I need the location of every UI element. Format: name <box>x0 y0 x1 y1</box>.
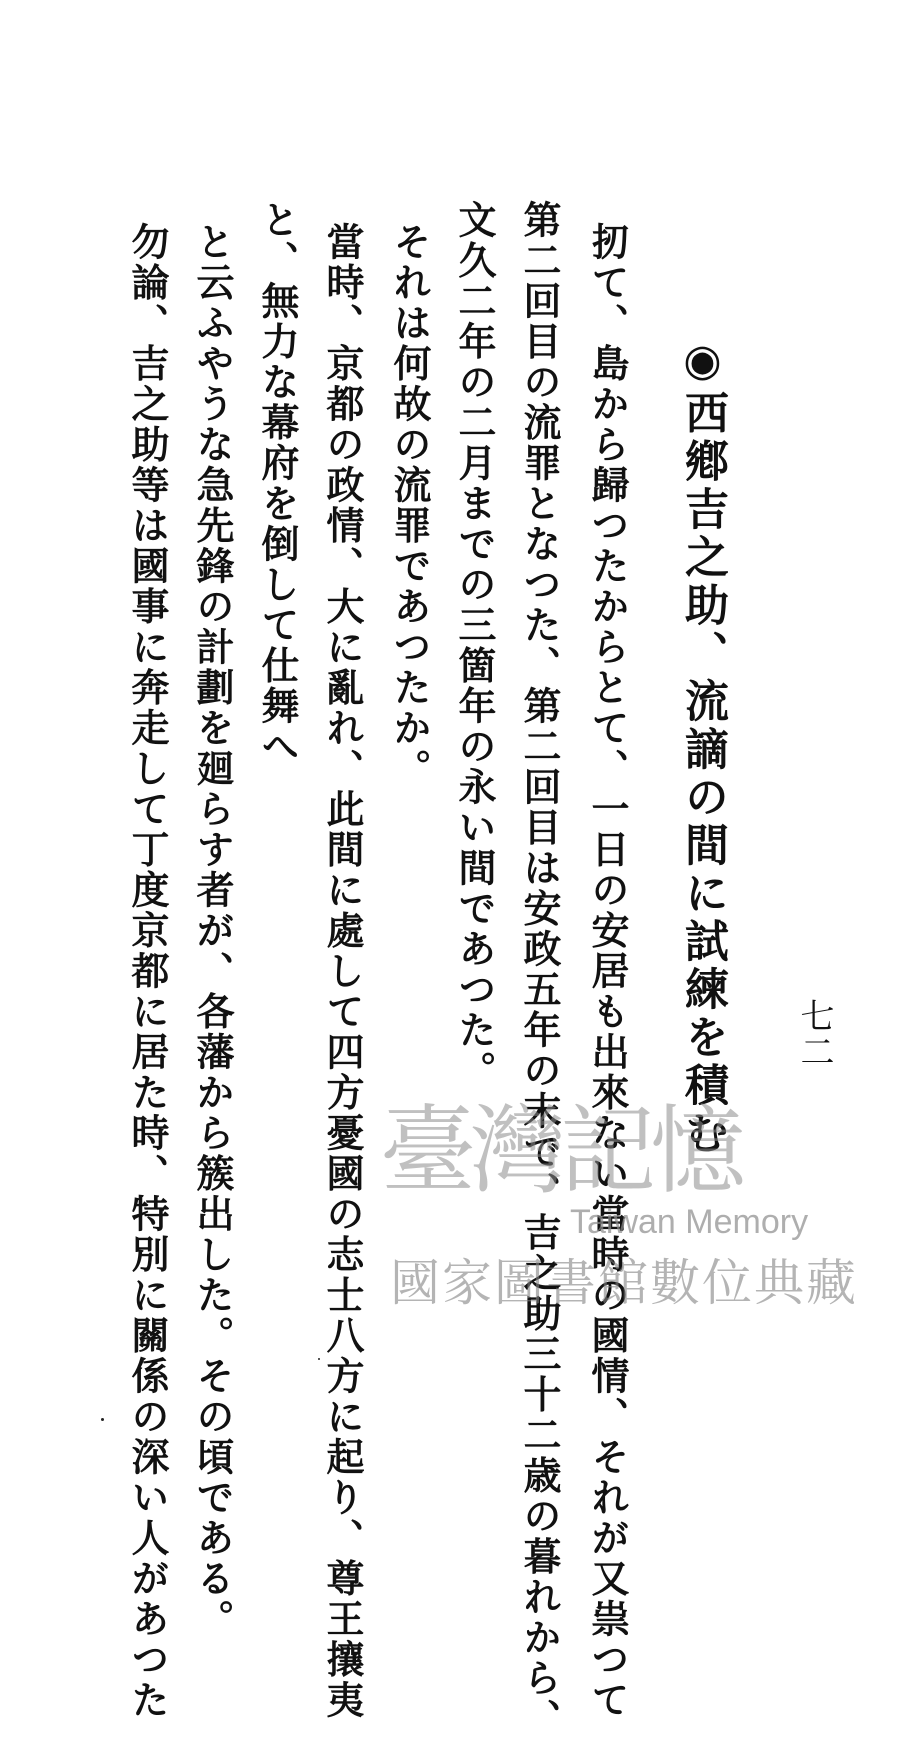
scan-speck <box>318 1358 320 1360</box>
watermark-logo: 臺灣記憶 <box>380 1095 740 1207</box>
page-number: 七二 <box>794 998 834 1070</box>
text-column-8: 勿論、吉之助等は國事に奔走して丁度京都に居た時、特別に關係の深い人があつた <box>125 222 170 1721</box>
watermark-english: Taiwan Memory <box>570 1203 809 1241</box>
text-column-2: 第二回目の流罪となつた、第二回目は安政五年の末で、吉之助三十二歳の暮れから、 <box>517 200 562 1739</box>
text-column-7: と云ふやうな急先鋒の計劃を廻らす者が、各藩から簇出した。その頃である。 <box>190 222 235 1640</box>
text-column-6: と、無力な幕府を倒して仕舞へ <box>255 200 300 767</box>
watermark-organization: 國家圖書館數位典藏 <box>390 1254 858 1312</box>
text-column-5: 當時、京都の政情、大に亂れ、此間に處して四方憂國の志士八方に起り、尊王攘夷 <box>320 222 365 1721</box>
text-column-4: それは何故の流罪であつたか。 <box>387 222 432 789</box>
text-column-3: 文久二年の二月までの三箇年の永い間であつた。 <box>452 200 497 1091</box>
chapter-title: ◉西鄕吉之助、流謫の間に試練を積む <box>677 335 728 1158</box>
text-column-1: 扨て、島から歸つたからとて、一日の安居も出來ない當時の國情、それが又祟つて <box>585 222 630 1721</box>
scan-speck <box>101 1418 104 1421</box>
